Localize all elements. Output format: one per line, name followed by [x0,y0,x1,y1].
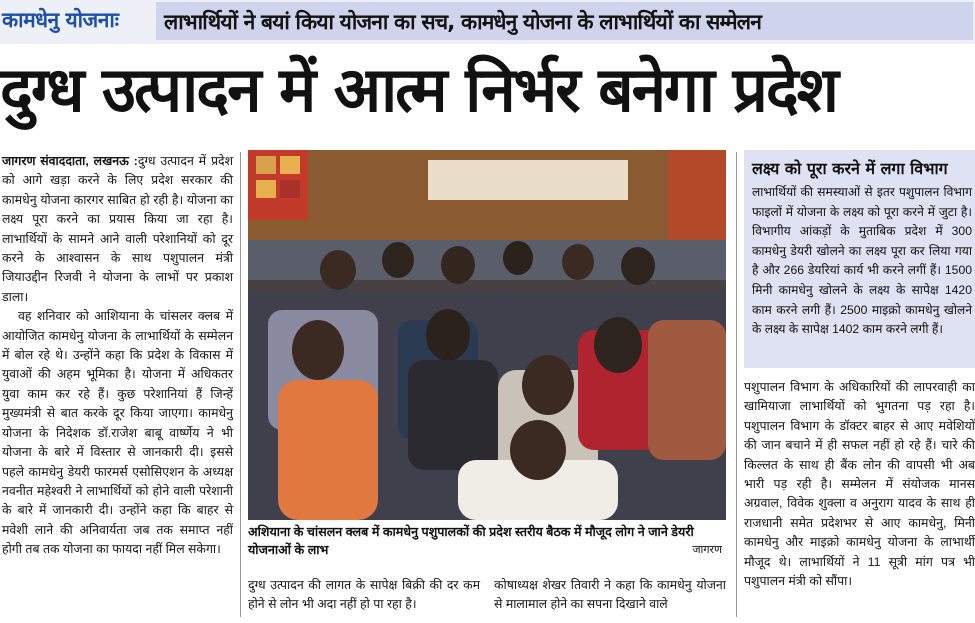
left-column [2,152,233,560]
column-divider [736,152,737,617]
bottom-column-2: कोषाध्यक्ष शेखर तिवारी ने कहा कि कामधेनु योजना से मालामाल होने का सपना दिखाने वाले [494,578,726,612]
photo-credit: जागरण [692,544,722,556]
bottom-column-1: दुग्ध उत्पादन की लागत के सापेक्ष बिक्री की दर कम होने से लोन भी अदा नहीं हो पा रहा है। [248,578,480,612]
column-divider [240,152,241,617]
left-para-1: दुग्ध उत्पादन में प्रदेश को आगे खड़ा करने के लिए प्रदेश सरकार की कामधेनु योजना कारगर साबित हो रही है। योजना का लक्ष्य पूरा करने का प्रयास किया जा रहा है। लाभार्थियों के सामने आने वाली परेशानियों को दूर करने के आश्वासन के साथ पशुपालन मंत्री जियाउद्दीन रिजवी ने योजना के लाभों पर प्रकाश डाला। [2,154,233,304]
section-kicker: कामधेनु योजनाः [2,8,119,32]
headline: दुग्ध उत्पादन में आत्म निर्भर बनेगा प्रदेश [0,53,837,126]
byline: जागरण संवाददाता, लखनऊ : [2,154,138,168]
subheadline: लाभार्थियों ने बयां किया योजना का सच, कामधेनु योजना के लाभार्थियों का सम्मेलन [164,10,762,34]
sidebar-text: लाभार्थियों की समस्याओं से इतर पशुपालन विभाग फाइलों में योजना के लक्ष्य को पूरा करने में जुटा है। विभागीय आंकड़ों के मुताबिक प्रदेश में 300 कामधेनु डेयरी खोलने का लक्ष्य पूरा कर लिया गया है और 266 डेयरियां कार्य भी करने लगीं हैं। 1500 मिनी कामधेनु खोलने के लक्ष्य के सापेक्ष 1420 काम करने लगी हैं। 2500 माइक्रो कामधेनु खोलने के लक्ष्य के सापेक्ष 1402 काम करने लगी हैं। [752,185,972,337]
right-column: पशुपालन विभाग के अधिकारियों की लापरवाही का खामियाजा लाभार्थियों को भुगतना पड़ रहा है। पशुपालन विभाग के डॉक्टर बाहर से आए मवेशियों की जान बचाने में ही सफल नहीं हो रहे हैं। चारे की किल्लत के साथ ही बैंक लोन की वापसी भी अब भारी पड़ रही है। सम्मेलन में संयोजक मानस अग्रवाल, विवेक शुक्ला व अनुराग यादव के साथ ही राजधानी समेत प्रदेशभर से आए कामधेनु, मिनी कामधेनु और माइक्रो कामधेनु योजना के लाभार्थी मौजूद थे। लाभार्थियों ने 11 सूत्री मांग पत्र भी पशुपालन मंत्री को सौंपा। [744,380,975,589]
photo-caption-text: अशियाना के चांसलन क्लब में कामधेनु पशुपालकों की प्रदेश स्तरीय बैठक में मौजूद लोग ने जाने डेयरी योजनाओं के लाभ [248,525,694,557]
sidebar-title: लक्ष्य को पूरा करने में लगा विभाग [752,159,948,178]
left-para-2: वह शनिवार को आशियाना के चांसलर क्लब में आयोजित कामधेनु योजना के लाभार्थियों के सम्मेलन में बोल रहे थे। उन्होंने कहा कि प्रदेश के विकास में युवाओं की अहम भूमिका है। योजना में अधिकतर युवा काम कर रहे हैं। कुछ परेशानियां हैं जिन्हें मुख्यमंत्री से बात करके दूर किया जाएगा। कामधेनु योजना के निदेशक डॉ.राजेश बाबू वार्ष्णेय ने भी योजना के बारे में विस्तार से जानकारी दी। इससे पहले कामधेनु डेयरी फारमर्स एसोसिएशन के अध्यक्ष नवनीत महेश्वरी ने लाभार्थियों को होने वाली परेशानी के बारे में जानकारी दी। उन्होंने कहा कि बाहर से मवेशी लाने की अनिवार्यता जब तक समाप्त नहीं होगी तब तक योजना का फायदा नहीं मिल सकेगा। [2,309,233,557]
event-photo [248,150,726,520]
photo-caption [248,523,726,559]
